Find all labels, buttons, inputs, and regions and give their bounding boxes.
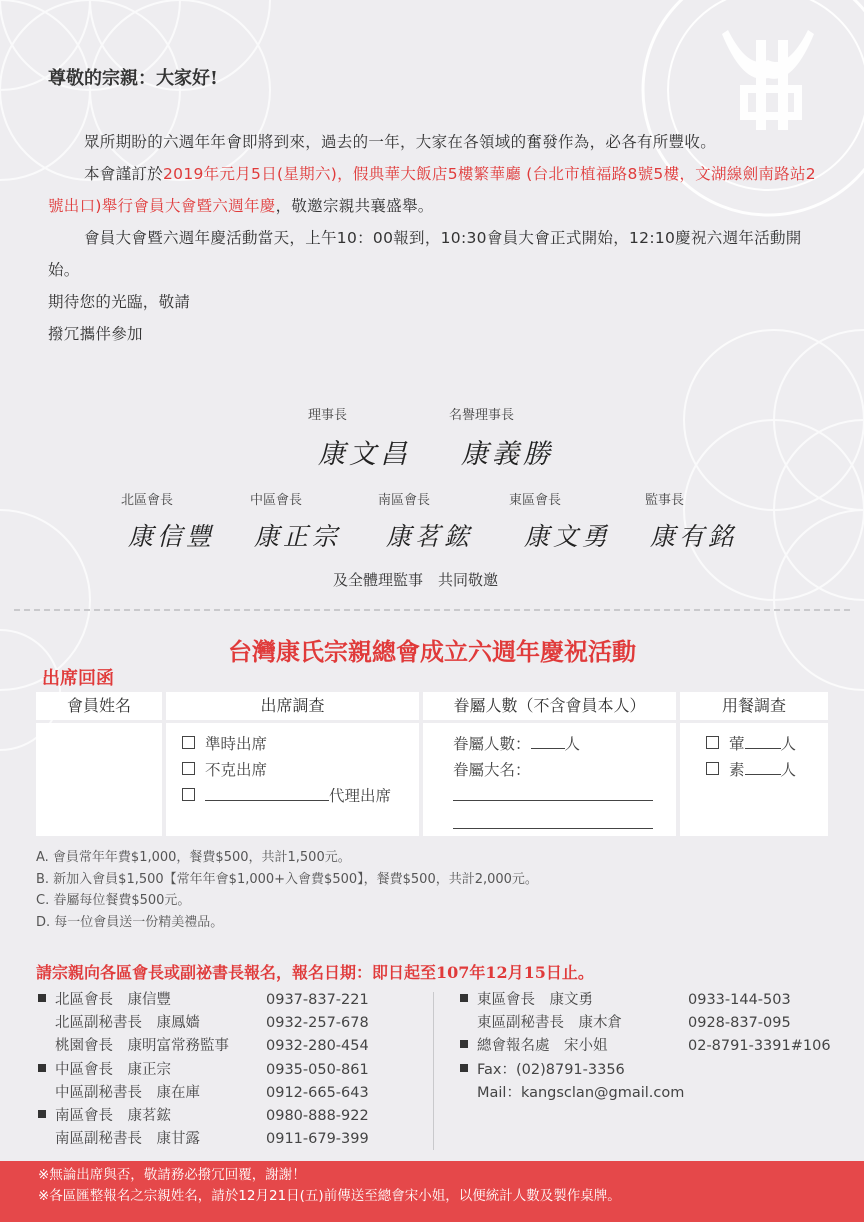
contact-row: 東區會長 康文勇 0933-144-503 [460, 989, 850, 1012]
fee-note: B. 新加入會員$1,500【常年年會$1,000+入會費$500】，餐費$500，共計2,000元。 [36, 871, 538, 887]
member-name-cell[interactable] [36, 723, 162, 836]
family-names-blank-2[interactable] [453, 828, 653, 829]
form-title: 出席回函 [42, 668, 114, 689]
signature-title: 名譽理事長 [449, 408, 515, 423]
contact-row: 中區會長 康正宗 0935-050-861 [38, 1059, 428, 1082]
signature-title: 南區會長 [378, 493, 431, 508]
fee-note: D. 每一位會員送一份精美禮品。 [36, 914, 224, 930]
meal-option-veg[interactable]: 素 人 [706, 757, 828, 783]
meal-meat-blank[interactable] [745, 748, 781, 749]
fee-note: A. 會員常年年費$1,000，餐費$500，共計1,500元。 [36, 850, 351, 865]
signature-closing: 及全體理監事 共同敬邀 [333, 571, 499, 589]
signature-title: 東區會長 [509, 493, 562, 508]
contact-row: 南區副秘書長 康甘露 0911-679-399 [55, 1131, 369, 1148]
meal-cell [680, 723, 828, 836]
attendance-option-absent[interactable]: 不克出席 [182, 757, 419, 783]
contact-row: 中區副秘書長 康在庫 0912-665-643 [55, 1084, 369, 1101]
signature-title: 理事長 [308, 408, 348, 423]
signature-name: 康文勇 [524, 522, 612, 551]
signature-name: 康文昌 [318, 439, 411, 470]
bullet-icon [460, 1040, 468, 1048]
checkbox-icon[interactable] [182, 762, 195, 775]
column-header-family-count: 眷屬人數（不含會員本人） [423, 692, 676, 720]
greeting: 尊敬的宗親：大家好! [48, 68, 218, 89]
signature-name: 康正宗 [254, 522, 342, 551]
meal-option-meat[interactable]: 葷 人 [706, 731, 828, 757]
contact-row: 北區副秘書長 康鳳嬙 0932-257-678 [55, 1015, 369, 1032]
contact-row: 桃園會長 康明富常務監事 0932-280-454 [55, 1038, 369, 1055]
contacts-left [38, 989, 428, 1151]
paragraph-event-details: 本會謹訂於2019年元月5日(星期六)，假典華大飯店5樓繁華廳 (台北市植福路8號5樓，文湖線劍南路站2號出口)舉行會員大會暨六週年慶，敬邀宗親共襄盛舉。 [48, 165, 816, 215]
contact-fax: Fax：(02)8791-3356 [460, 1059, 850, 1082]
bullet-icon [460, 1064, 468, 1072]
cut-line-divider [14, 609, 850, 611]
attendance-option-on-time[interactable]: 準時出席 [182, 731, 419, 757]
event-title: 台灣康氏宗親總會成立六週年慶祝活動 [228, 637, 636, 666]
family-count-blank[interactable] [531, 748, 565, 749]
bullet-icon [460, 994, 468, 1002]
signature-title: 監事長 [645, 493, 685, 508]
proxy-name-blank[interactable] [205, 800, 329, 801]
checkbox-icon[interactable] [182, 788, 195, 801]
footer-banner [0, 1161, 864, 1222]
registration-notice: 請宗親向各區會長或副祕書長報名，報名日期：即日起至107年12月15日止。 [36, 963, 594, 982]
attendance-cell [166, 723, 419, 836]
bullet-icon [38, 1064, 46, 1072]
footer-note-deadline: ※各區匯整報名之宗親姓名，請於12月21日(五)前傳送至總會宋小姐，以便統計人數及製作桌牌。 [38, 1188, 621, 1204]
contacts-right [460, 989, 850, 1105]
event-details-highlight: 2019年元月5日(星期六)，假典華大飯店5樓繁華廳 (台北市植福路8號5樓，文湖線劍南路站2號出口)舉行會員大會暨六週年慶 [48, 165, 816, 215]
paragraph-intro: 眾所期盼的六週年年會即將到來，過去的一年，大家在各領域的奮發作為，必各有所豐收。 [84, 133, 717, 151]
fee-note: C. 眷屬每位餐費$500元。 [36, 893, 191, 908]
fee-notes [36, 847, 538, 933]
family-names-blank-1[interactable] [453, 800, 653, 801]
invitation-body [48, 126, 820, 350]
family-count-cell [423, 723, 676, 836]
signature-name: 康有銘 [650, 522, 738, 551]
bullet-icon [38, 1110, 46, 1118]
checkbox-icon[interactable] [182, 736, 195, 749]
contact-row: 北區會長 康信豐 0937-837-221 [38, 989, 428, 1012]
signature-title: 北區會長 [121, 493, 174, 508]
contact-mail[interactable]: Mail：kangsclan@gmail.com [477, 1084, 685, 1101]
signature-name: 康信豐 [128, 522, 216, 551]
family-count-row: 眷屬人數： 人 [453, 735, 581, 753]
family-names-label: 眷屬大名： [453, 761, 531, 779]
checkbox-icon[interactable] [706, 762, 719, 775]
contacts-divider [433, 992, 434, 1150]
signature-name: 康茗鋐 [386, 522, 474, 551]
paragraph-closing-2: 撥冗攜伴參加 [48, 325, 143, 343]
footer-note-reply: ※無論出席與否，敬請務必撥冗回覆，謝謝！ [38, 1167, 306, 1183]
column-header-member-name: 會員姓名 [36, 692, 162, 720]
column-header-meal: 用餐調查 [680, 692, 828, 720]
signature-title: 中區會長 [250, 493, 303, 508]
contact-row: 總會報名處 宋小姐 02-8791-3391#106 [460, 1035, 850, 1058]
paragraph-closing-1: 期待您的光臨，敬請 [48, 293, 191, 311]
column-header-attendance: 出席調查 [166, 692, 419, 720]
contact-row: 南區會長 康茗鋐 0980-888-922 [38, 1105, 428, 1128]
paragraph-schedule: 會員大會暨六週年慶活動當天，上午10：00報到，10:30會員大會正式開始，12:10慶祝六週年活動開始。 [48, 229, 802, 279]
checkbox-icon[interactable] [706, 736, 719, 749]
bullet-icon [38, 994, 46, 1002]
signature-name: 康義勝 [461, 439, 554, 470]
contact-row: 東區副秘書長 康木倉 0928-837-095 [477, 1015, 791, 1032]
attendance-option-proxy[interactable]: 代理出席 [182, 783, 419, 809]
meal-veg-blank[interactable] [745, 774, 781, 775]
